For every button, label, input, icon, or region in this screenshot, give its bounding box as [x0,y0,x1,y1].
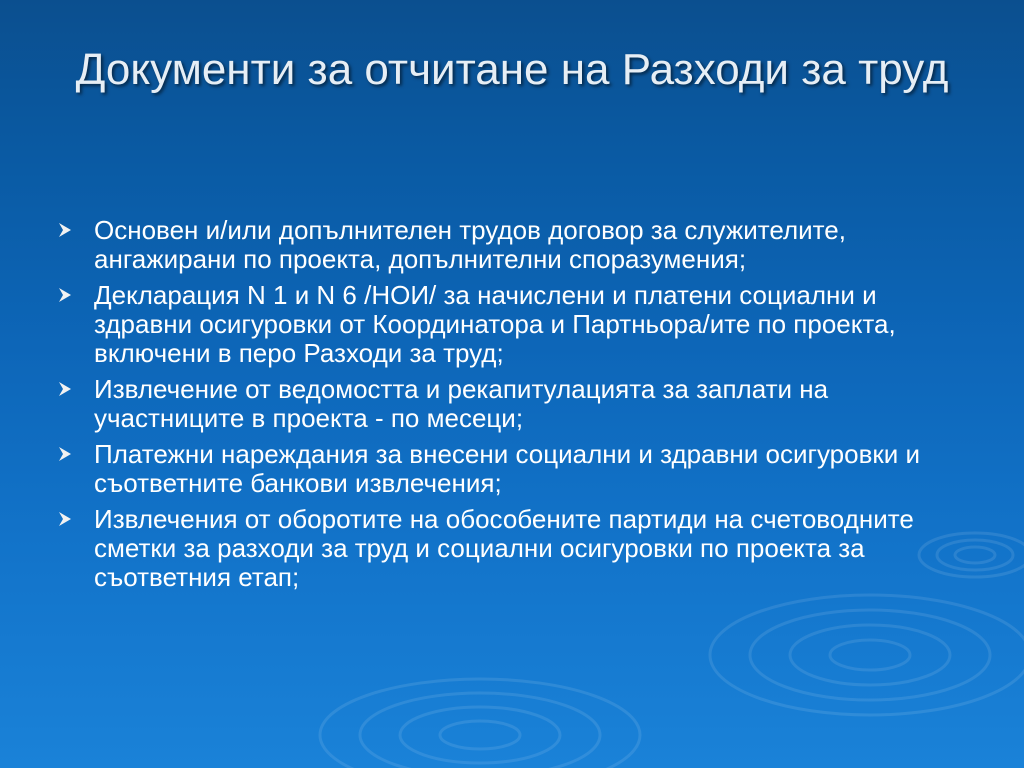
bullet-item [52,505,972,592]
arrowhead-bullet-icon [54,376,76,402]
bullet-item [52,375,972,433]
bullet-text: Извлечение от ведомостта и рекапитулацията за заплати на участниците в проекта - по месеци; [94,374,829,433]
arrowhead-bullet-icon [54,506,76,532]
arrowhead-bullet-icon [54,217,76,243]
bullet-list [52,216,972,599]
bullet-item [52,216,972,274]
bullet-text: Декларация N 1 и N 6 /НОИ/ за начислени и платени социални и здравни осигуровки от Координатора и Партньора/ите по проекта, включени в перо Разходи за труд; [94,280,896,368]
slide-title: Документи за отчитане на Разходи за труд [75,45,949,94]
bullet-text: Платежни нареждания за внесени социални и здравни осигуровки и съответните банкови извлечения; [94,439,921,498]
bullet-item [52,440,972,498]
bullet-text: Основен и/или допълнителен трудов договор за служителите, ангажирани по проекта, допълнителни споразумения; [94,215,846,274]
arrowhead-bullet-icon [54,282,76,308]
bullet-text: Извлечения от оборотите на обособените партиди на счетоводните сметки за разходи за труд и социални осигуровки по проекта за съответния етап; [94,504,914,592]
arrowhead-bullet-icon [54,441,76,467]
bullet-item [52,281,972,368]
